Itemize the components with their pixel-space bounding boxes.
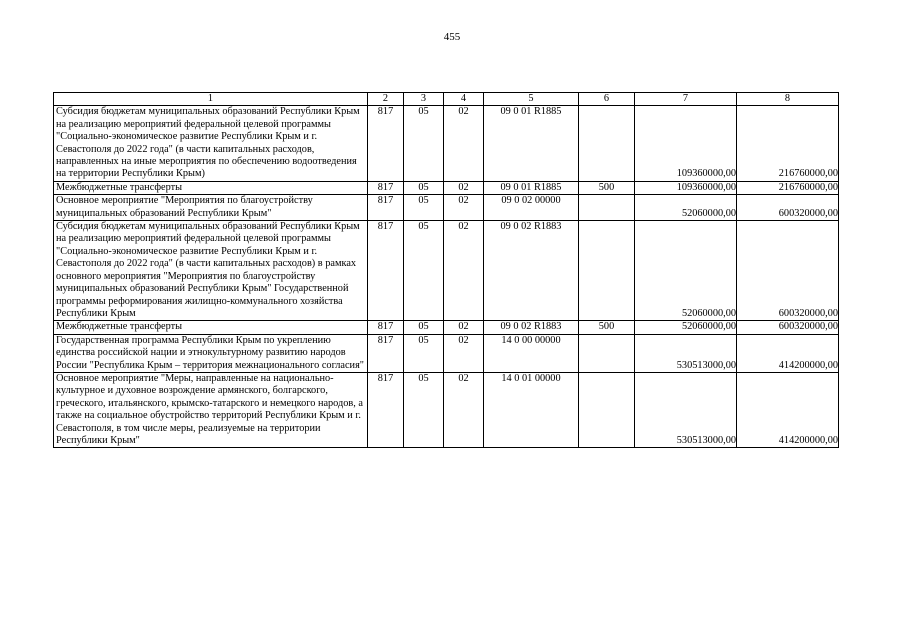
row-amount-8: 414200000,00 bbox=[737, 334, 839, 372]
table-row bbox=[54, 372, 839, 447]
row-amount-7: 52060000,00 bbox=[635, 195, 737, 221]
row-code-4: 02 bbox=[444, 321, 484, 334]
budget-table bbox=[53, 92, 839, 448]
header-cell: 2 bbox=[368, 93, 404, 106]
row-code-5: 09 0 02 R1883 bbox=[484, 221, 579, 321]
row-amount-8: 414200000,00 bbox=[737, 372, 839, 447]
row-name: Межбюджетные трансферты bbox=[54, 321, 368, 334]
row-code-4: 02 bbox=[444, 334, 484, 372]
row-code-5: 14 0 01 00000 bbox=[484, 372, 579, 447]
row-name: Субсидия бюджетам муниципальных образований Республики Крым на реализацию мероприятий федеральной целевой программы "Социально-экономическое развитие Республики Крым и г. Севастополя до 2022 года" (в части капитальных расходов, направленных на иные мероприятия по обеспечению водоотведения на территории Республики Крым) bbox=[54, 106, 368, 181]
table-row bbox=[54, 181, 839, 194]
row-amount-8: 600320000,00 bbox=[737, 321, 839, 334]
row-amount-7: 109360000,00 bbox=[635, 106, 737, 181]
row-code-2: 817 bbox=[368, 195, 404, 221]
row-code-6 bbox=[579, 195, 635, 221]
row-code-4: 02 bbox=[444, 221, 484, 321]
row-code-4: 02 bbox=[444, 181, 484, 194]
row-code-5: 09 0 02 00000 bbox=[484, 195, 579, 221]
header-row bbox=[54, 93, 839, 106]
row-code-6 bbox=[579, 372, 635, 447]
row-code-5: 09 0 01 R1885 bbox=[484, 181, 579, 194]
row-amount-7: 530513000,00 bbox=[635, 372, 737, 447]
table-row bbox=[54, 334, 839, 372]
table-row bbox=[54, 195, 839, 221]
header-cell: 4 bbox=[444, 93, 484, 106]
row-code-6 bbox=[579, 334, 635, 372]
row-amount-8: 600320000,00 bbox=[737, 221, 839, 321]
row-code-3: 05 bbox=[404, 181, 444, 194]
row-code-3: 05 bbox=[404, 106, 444, 181]
row-amount-8: 600320000,00 bbox=[737, 195, 839, 221]
row-name: Основное мероприятие "Меры, направленные на национально-культурное и духовное возрождение армянского, болгарского, греческого, итальянского, крымско-татарского и немецкого народов, а также на социальное обустройство территорий Республики Крым и г. Севастополя, в том числе меры, реализуемые на территории Республики Крым" bbox=[54, 372, 368, 447]
row-amount-7: 52060000,00 bbox=[635, 221, 737, 321]
row-code-2: 817 bbox=[368, 221, 404, 321]
row-code-6 bbox=[579, 106, 635, 181]
row-code-3: 05 bbox=[404, 221, 444, 321]
row-amount-8: 216760000,00 bbox=[737, 181, 839, 194]
row-name: Основное мероприятие "Мероприятия по благоустройству муниципальных образований Республики Крым" bbox=[54, 195, 368, 221]
row-code-2: 817 bbox=[368, 321, 404, 334]
row-name: Межбюджетные трансферты bbox=[54, 181, 368, 194]
row-code-2: 817 bbox=[368, 106, 404, 181]
header-cell: 5 bbox=[484, 93, 579, 106]
header-cell: 6 bbox=[579, 93, 635, 106]
row-code-3: 05 bbox=[404, 321, 444, 334]
row-amount-7: 530513000,00 bbox=[635, 334, 737, 372]
row-code-6: 500 bbox=[579, 321, 635, 334]
header-cell: 3 bbox=[404, 93, 444, 106]
row-code-4: 02 bbox=[444, 372, 484, 447]
row-code-3: 05 bbox=[404, 195, 444, 221]
header-cell: 7 bbox=[635, 93, 737, 106]
row-code-2: 817 bbox=[368, 372, 404, 447]
table-row bbox=[54, 221, 839, 321]
page-number: 455 bbox=[443, 31, 461, 43]
row-amount-8: 216760000,00 bbox=[737, 106, 839, 181]
row-code-6 bbox=[579, 221, 635, 321]
row-code-5: 14 0 00 00000 bbox=[484, 334, 579, 372]
row-code-4: 02 bbox=[444, 195, 484, 221]
row-code-3: 05 bbox=[404, 372, 444, 447]
header-cell: 1 bbox=[54, 93, 368, 106]
row-name: Государственная программа Республики Крым по укреплению единства российской нации и этнокультурному развитию народов России "Республика Крым – территория межнационального согласия" bbox=[54, 334, 368, 372]
header-cell: 8 bbox=[737, 93, 839, 106]
row-amount-7: 52060000,00 bbox=[635, 321, 737, 334]
row-code-4: 02 bbox=[444, 106, 484, 181]
row-code-2: 817 bbox=[368, 334, 404, 372]
row-code-5: 09 0 02 R1883 bbox=[484, 321, 579, 334]
row-code-5: 09 0 01 R1885 bbox=[484, 106, 579, 181]
table-row bbox=[54, 106, 839, 181]
row-code-3: 05 bbox=[404, 334, 444, 372]
row-code-2: 817 bbox=[368, 181, 404, 194]
row-amount-7: 109360000,00 bbox=[635, 181, 737, 194]
row-name: Субсидия бюджетам муниципальных образований Республики Крым на реализацию мероприятий федеральной целевой программы "Социально-экономическое развитие Республики Крым и г. Севастополя до 2022 года" (в части капитальных расходов) в рамках основного мероприятия "Мероприятия по благоустройству муниципальных образований Республики Крым" Государственной программы реформирования жилищно-коммунального хозяйства Республики Крым bbox=[54, 221, 368, 321]
row-code-6: 500 bbox=[579, 181, 635, 194]
table-row bbox=[54, 321, 839, 334]
